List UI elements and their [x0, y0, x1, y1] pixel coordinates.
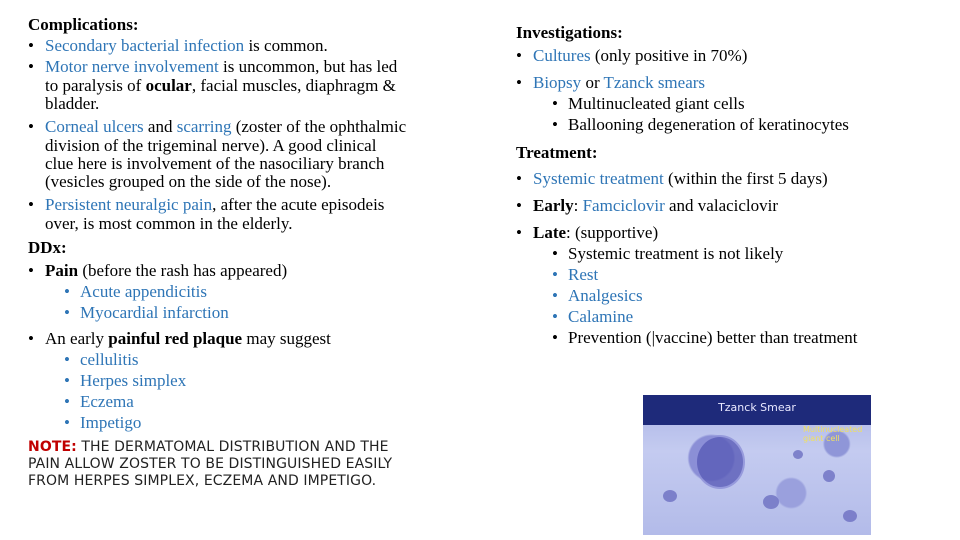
bold-term: Early	[533, 196, 574, 215]
treatment-late	[516, 222, 946, 243]
text: , facial muscles, diaphragm &	[191, 76, 396, 95]
investigation-sub-item: • Ballooning degeneration of keratinocytes	[516, 114, 946, 135]
note-block	[28, 439, 483, 490]
investigation-sub-item: • Multinucleated giant cells	[516, 93, 946, 114]
ddx-pain	[28, 260, 483, 281]
treatment-early	[516, 195, 946, 216]
complication-item-4-cont: over, is most common in the elderly.	[45, 214, 293, 233]
bold-term: Pain	[45, 261, 79, 280]
term: Cultures	[533, 46, 591, 65]
text: An early	[45, 329, 109, 348]
complications-heading: Complications:	[28, 15, 139, 34]
ddx-plaque-item: • cellulitis	[28, 349, 483, 370]
treatment-late-item: • Calamine	[516, 306, 946, 327]
complication-item-3-cont: division of the trigeminal nerve). A good clinical	[45, 136, 377, 155]
note-line: PAIN ALLOW ZOSTER TO BE DISTINGUISHED EASILY	[28, 456, 393, 472]
treatment-late-item: • Systemic treatment is not likely	[516, 243, 946, 264]
text: (only positive in 70%)	[590, 46, 748, 65]
treatment-late-item: • Rest	[516, 264, 946, 285]
treatment-heading: Treatment:	[516, 143, 598, 162]
note-line	[28, 439, 483, 456]
ddx-plaque-item: • Impetigo	[28, 412, 483, 433]
text: (within the first 5 days)	[663, 169, 828, 188]
treatment-late-item: • Analgesics	[516, 285, 946, 306]
text: and valaciclovir	[664, 196, 779, 215]
investigation-biopsy	[516, 72, 946, 93]
ddx-heading: DDx:	[28, 238, 67, 257]
cell	[663, 490, 677, 502]
cell	[823, 470, 835, 482]
cell	[843, 510, 857, 522]
bold-term: painful red plaque	[108, 329, 243, 348]
bold-term: ocular	[145, 76, 192, 95]
image-title: Tzanck Smear	[718, 401, 796, 414]
text: may suggest	[242, 329, 331, 348]
text: or	[581, 73, 604, 92]
text: , after the acute episodeis	[212, 195, 385, 214]
cell	[793, 450, 803, 459]
term: Famciclovir	[582, 196, 665, 215]
ddx-plaque-item: • Herpes simplex	[28, 370, 483, 391]
cell	[763, 495, 779, 509]
treatment-systemic	[516, 168, 946, 189]
term: scarring	[176, 117, 232, 136]
complication-item-3-cont: clue here is involvement of the nasociliary branch	[45, 154, 385, 173]
complication-item-2-cont	[28, 77, 483, 95]
giant-cell	[695, 435, 745, 489]
text: (before the rash has appeared)	[78, 261, 288, 280]
text: is uncommon, but has led	[218, 57, 398, 76]
investigation-cultures	[516, 45, 946, 66]
complication-item-3-cont: (vesicles grouped on the side of the nose).	[45, 172, 332, 191]
text: to paralysis of	[45, 76, 146, 95]
term: Tzanck smears	[603, 73, 706, 92]
investigations-heading: Investigations:	[516, 23, 623, 42]
text: : (supportive)	[566, 223, 659, 242]
image-label: Multinucleated giant cell	[803, 425, 863, 443]
ddx-plaque-item: • Eczema	[28, 391, 483, 412]
term: Motor nerve involvement	[45, 57, 219, 76]
complication-item-2-cont: bladder.	[45, 94, 100, 113]
tzanck-smear-image	[643, 395, 871, 535]
left-column	[28, 14, 483, 490]
note-line: FROM HERPES SIMPLEX, ECZEMA AND IMPETIGO.	[28, 473, 377, 489]
term: Secondary bacterial infection	[45, 36, 245, 55]
text: (zoster of the ophthalmic	[231, 117, 407, 136]
term: Corneal ulcers	[45, 117, 144, 136]
ddx-pain-item: • Myocardial infarction	[28, 302, 483, 323]
complication-item-4	[28, 194, 483, 215]
text: :	[573, 196, 583, 215]
complication-item-1	[28, 35, 483, 56]
treatment-late-item: • Prevention (|vaccine) better than treatment	[516, 327, 946, 348]
term: Systemic treatment	[533, 169, 664, 188]
note-label: NOTE:	[28, 439, 77, 455]
text: is common.	[244, 36, 328, 55]
term: Persistent neuralgic pain	[45, 195, 213, 214]
term: Biopsy	[533, 73, 582, 92]
text: and	[143, 117, 177, 136]
complication-item-2	[28, 56, 483, 77]
right-column	[516, 14, 946, 348]
bold-term: Late	[533, 223, 567, 242]
ddx-plaque	[28, 328, 483, 349]
complication-item-3	[28, 116, 483, 137]
ddx-pain-item: • Acute appendicitis	[28, 281, 483, 302]
text: THE DERMATOMAL DISTRIBUTION AND THE	[76, 439, 389, 455]
